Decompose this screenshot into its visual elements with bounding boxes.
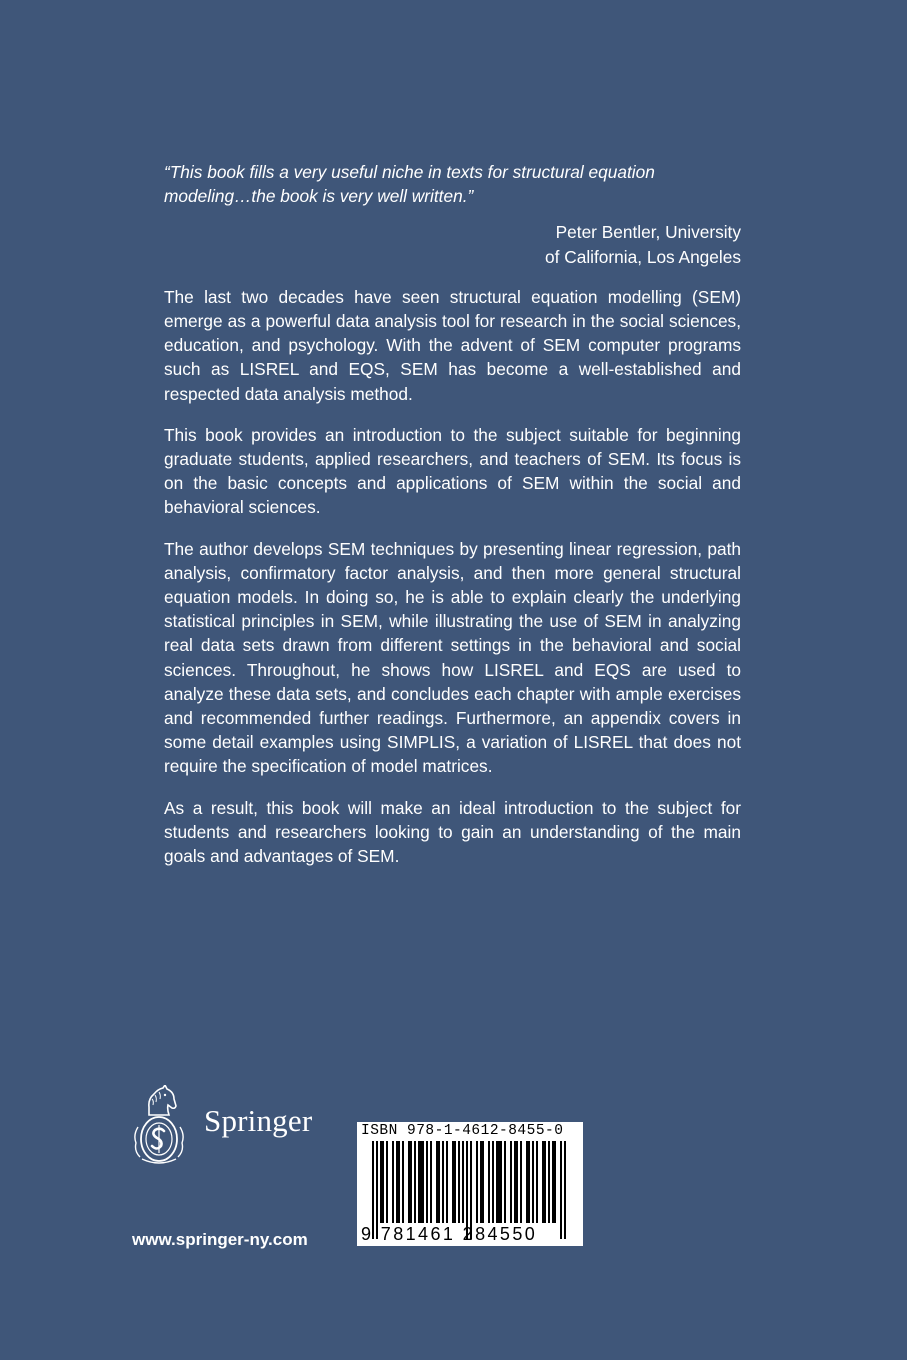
description-paragraph: This book provides an introduction to the subject suitable for beginning graduate students, applied researchers, and teachers of SEM. Its focus is on the basic concepts and applications of SEM within the social and behavioral sciences.	[164, 424, 741, 518]
review-quote: “This book fills a very useful niche in texts for structural equation modeling…the book is very well written.”	[164, 162, 655, 207]
publisher-url[interactable]: www.springer-ny.com	[132, 1230, 308, 1249]
description-paragraph: The author develops SEM techniques by presenting linear regression, path analysis, confirmatory factor analysis, and then more general structural equation models. In doing so, he is able to explain clearly the underlying statistical principles in SEM, while illustrating the use of SEM in analyzing real data sets drawn from different settings in the behavioral and social sciences. Throughout, he shows how LISREL and EQS are used to analyze these data sets, and concludes each chapter with ample exercises and recommended further readings. Furthermore, an appendix covers in some detail examples using SIMPLIS, a variation of LISREL that does not require the specification of model matrices.	[164, 538, 741, 777]
attribution-name: Peter Bentler, University	[555, 222, 741, 243]
description-paragraph: As a result, this book will make an ideal introduction to the subject for students and researchers looking to gain an understanding of the main goals and advantages of SEM.	[164, 797, 741, 867]
quote-attribution	[164, 220, 741, 268]
publisher-name: Springer	[204, 1103, 313, 1138]
springer-knight-icon	[132, 1085, 192, 1167]
attribution-affiliation: of California, Los Angeles	[545, 246, 741, 267]
isbn-barcode	[357, 1122, 583, 1246]
publisher-logo	[132, 1085, 322, 1167]
isbn-label: ISBN 978-1-4612-8455-0	[361, 1123, 564, 1139]
blurb	[164, 160, 741, 868]
barcode-digits: 9 781461 284550	[361, 1224, 538, 1244]
description-paragraph: The last two decades have seen structural equation modelling (SEM) emerge as a powerful data analysis tool for research in the social sciences, education, and psychology. With the advent of SEM computer programs such as LISREL and EQS, SEM has become a well-established and respected data analysis method.	[164, 286, 741, 404]
